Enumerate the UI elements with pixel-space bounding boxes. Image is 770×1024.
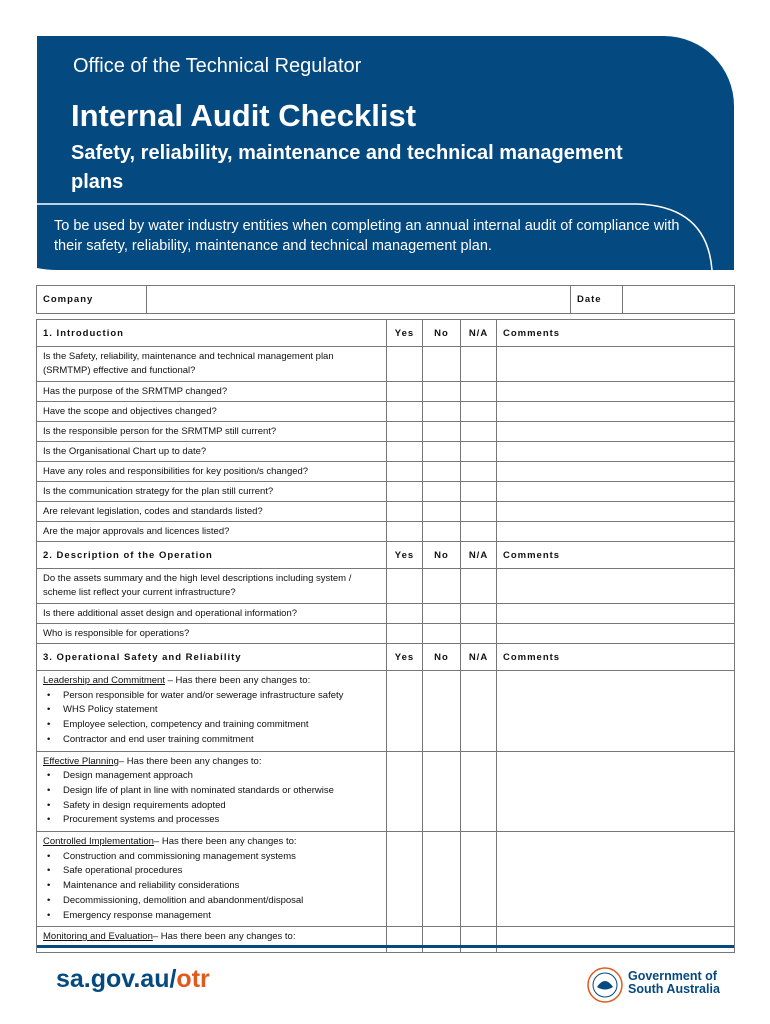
group-suffix: – Has there been any changes to: (152, 931, 296, 943)
yes-cell[interactable] (387, 522, 423, 542)
group-suffix: – Has there been any changes to: (118, 755, 262, 767)
checklist-table (36, 319, 735, 953)
question-text: Are the major approvals and licences listed? (37, 522, 387, 542)
group-item: • Safety in design requirements adopted (63, 799, 380, 814)
date-label: Date (571, 286, 623, 314)
question-group (37, 927, 387, 953)
na-column-header: N/A (461, 644, 497, 671)
yes-cell[interactable] (387, 462, 423, 482)
question-text: Have any roles and responsibilities for key position/s changed? (37, 462, 387, 482)
state-seal-icon (586, 966, 624, 1004)
group-item: • Safe operational procedures (63, 864, 380, 879)
na-cell[interactable] (461, 482, 497, 502)
comments-cell[interactable] (497, 832, 735, 927)
question-text: Who is responsible for operations? (37, 624, 387, 644)
group-item: • Design management approach (63, 769, 380, 784)
no-cell[interactable] (423, 502, 461, 522)
no-cell[interactable] (423, 927, 461, 953)
group-items (43, 850, 380, 924)
yes-cell[interactable] (387, 671, 423, 752)
gov-line-1: Government of (628, 969, 717, 983)
office-name: Office of the Technical Regulator (73, 55, 362, 77)
yes-cell[interactable] (387, 502, 423, 522)
group-item: • Procurement systems and processes (63, 813, 380, 828)
na-cell[interactable] (461, 569, 497, 604)
comments-cell[interactable] (497, 671, 735, 752)
question-row (37, 624, 735, 644)
no-cell[interactable] (423, 751, 461, 832)
na-cell[interactable] (461, 462, 497, 482)
company-table (36, 285, 735, 314)
comments-cell[interactable] (497, 927, 735, 953)
date-field[interactable] (623, 286, 735, 314)
yes-cell[interactable] (387, 569, 423, 604)
no-cell[interactable] (423, 604, 461, 624)
yes-column-header: Yes (387, 644, 423, 671)
na-cell[interactable] (461, 604, 497, 624)
question-row (37, 482, 735, 502)
na-cell[interactable] (461, 832, 497, 927)
no-cell[interactable] (423, 482, 461, 502)
comments-cell[interactable] (497, 569, 735, 604)
question-group (37, 751, 387, 832)
comments-cell[interactable] (497, 482, 735, 502)
question-text: Have the scope and objectives changed? (37, 402, 387, 422)
group-items (43, 769, 380, 828)
company-field[interactable] (147, 286, 571, 314)
question-row (37, 569, 735, 604)
comments-column-header: Comments (497, 644, 735, 671)
question-row (37, 522, 735, 542)
question-group (37, 671, 387, 752)
yes-cell[interactable] (387, 751, 423, 832)
section-header-row (37, 644, 735, 671)
question-text: Is the Safety, reliability, maintenance and technical management plan (SRMTMP) effective and functional? (37, 347, 387, 382)
question-row (37, 462, 735, 482)
yes-cell[interactable] (387, 347, 423, 382)
yes-cell[interactable] (387, 482, 423, 502)
yes-cell[interactable] (387, 624, 423, 644)
group-suffix: – Has there been any changes to: (164, 675, 311, 686)
question-row (37, 382, 735, 402)
yes-column-header: Yes (387, 542, 423, 569)
comments-cell[interactable] (497, 502, 735, 522)
question-row (37, 604, 735, 624)
question-group-row (37, 927, 735, 953)
group-heading: Controlled Implementation (43, 836, 154, 848)
question-group (37, 832, 387, 927)
group-item: • Design life of plant in line with nominated standards or otherwise (63, 784, 380, 799)
group-heading-line (43, 835, 380, 850)
yes-column-header: Yes (387, 320, 423, 347)
question-text: Is there additional asset design and operational information? (37, 604, 387, 624)
section-header-row (37, 542, 735, 569)
question-row (37, 402, 735, 422)
group-heading-line (43, 674, 380, 689)
question-text: Is the Organisational Chart up to date? (37, 442, 387, 462)
yes-cell[interactable] (387, 422, 423, 442)
government-logo (586, 966, 726, 1002)
no-cell[interactable] (423, 671, 461, 752)
group-suffix: – Has there been any changes to: (153, 836, 297, 848)
comments-cell[interactable] (497, 624, 735, 644)
group-item: • WHS Policy statement (63, 703, 380, 718)
page-title: Internal Audit Checklist (71, 98, 417, 133)
yes-cell[interactable] (387, 604, 423, 624)
group-item: • Maintenance and reliability considerations (63, 879, 380, 894)
no-cell[interactable] (423, 422, 461, 442)
group-heading-line (43, 930, 380, 945)
group-item: • Employee selection, competency and training commitment (63, 718, 380, 733)
comments-cell[interactable] (497, 751, 735, 832)
comments-cell[interactable] (497, 402, 735, 422)
no-cell[interactable] (423, 402, 461, 422)
na-column-header: N/A (461, 320, 497, 347)
header-banner (37, 36, 734, 270)
yes-cell[interactable] (387, 832, 423, 927)
na-column-header: N/A (461, 542, 497, 569)
question-text: Has the purpose of the SRMTMP changed? (37, 382, 387, 402)
question-row (37, 442, 735, 462)
no-cell[interactable] (423, 347, 461, 382)
no-cell[interactable] (423, 569, 461, 604)
question-text: Is the responsible person for the SRMTMP still current? (37, 422, 387, 442)
question-group-row (37, 751, 735, 832)
comments-cell[interactable] (497, 442, 735, 462)
na-cell[interactable] (461, 927, 497, 953)
question-row (37, 422, 735, 442)
question-text: Is the communication strategy for the plan still current? (37, 482, 387, 502)
comments-column-header: Comments (497, 542, 735, 569)
no-cell[interactable] (423, 624, 461, 644)
question-group-row (37, 832, 735, 927)
no-cell[interactable] (423, 442, 461, 462)
no-column-header: No (423, 320, 461, 347)
no-column-header: No (423, 644, 461, 671)
group-item: • Contractor and end user training commitment (63, 733, 380, 748)
na-cell[interactable] (461, 624, 497, 644)
comments-column-header: Comments (497, 320, 735, 347)
na-cell[interactable] (461, 442, 497, 462)
yes-cell[interactable] (387, 927, 423, 953)
section-title: 2. Description of the Operation (37, 542, 387, 569)
group-item: • Construction and commissioning management systems (63, 850, 380, 865)
footer-rule (37, 945, 734, 948)
na-cell[interactable] (461, 502, 497, 522)
group-heading: Leadership and Commitment (43, 675, 165, 686)
comments-cell[interactable] (497, 604, 735, 624)
question-text: Are relevant legislation, codes and standards listed? (37, 502, 387, 522)
comments-cell[interactable] (497, 462, 735, 482)
no-cell[interactable] (423, 462, 461, 482)
section-header-row (37, 320, 735, 347)
comments-cell[interactable] (497, 422, 735, 442)
na-cell[interactable] (461, 347, 497, 382)
group-item: • Decommissioning, demolition and abandonment/disposal (63, 894, 380, 909)
yes-cell[interactable] (387, 382, 423, 402)
gov-line-2: South Australia (628, 982, 720, 996)
comments-cell[interactable] (497, 522, 735, 542)
no-cell[interactable] (423, 832, 461, 927)
page-subtitle: Safety, reliability, maintenance and technical management plans (71, 142, 623, 193)
na-cell[interactable] (461, 402, 497, 422)
question-row (37, 502, 735, 522)
no-column-header: No (423, 542, 461, 569)
comments-cell[interactable] (497, 347, 735, 382)
question-text: Do the assets summary and the high level descriptions including system / scheme list reflect your current infrastructure? (37, 569, 387, 604)
group-heading: Effective Planning (43, 755, 119, 767)
group-items (43, 689, 380, 748)
company-label: Company (37, 286, 147, 314)
question-row (37, 347, 735, 382)
footer-url[interactable]: sa.gov.au/otr (56, 965, 210, 993)
group-heading: Monitoring and Evaluation (43, 931, 153, 943)
na-cell[interactable] (461, 671, 497, 752)
no-cell[interactable] (423, 382, 461, 402)
comments-cell[interactable] (497, 382, 735, 402)
section-title: 1. Introduction (37, 320, 387, 347)
na-cell[interactable] (461, 382, 497, 402)
na-cell[interactable] (461, 522, 497, 542)
yes-cell[interactable] (387, 402, 423, 422)
page-description: To be used by water industry entities when completing an annual internal audit of compliance with their safety, reliability, maintenance and technical management plan. (54, 218, 680, 254)
group-item: • Emergency response management (63, 909, 380, 924)
na-cell[interactable] (461, 751, 497, 832)
na-cell[interactable] (461, 422, 497, 442)
no-cell[interactable] (423, 522, 461, 542)
section-title: 3. Operational Safety and Reliability (37, 644, 387, 671)
group-heading-line (43, 755, 380, 770)
yes-cell[interactable] (387, 442, 423, 462)
group-item: • Person responsible for water and/or sewerage infrastructure safety (63, 689, 380, 704)
question-group-row (37, 671, 735, 752)
